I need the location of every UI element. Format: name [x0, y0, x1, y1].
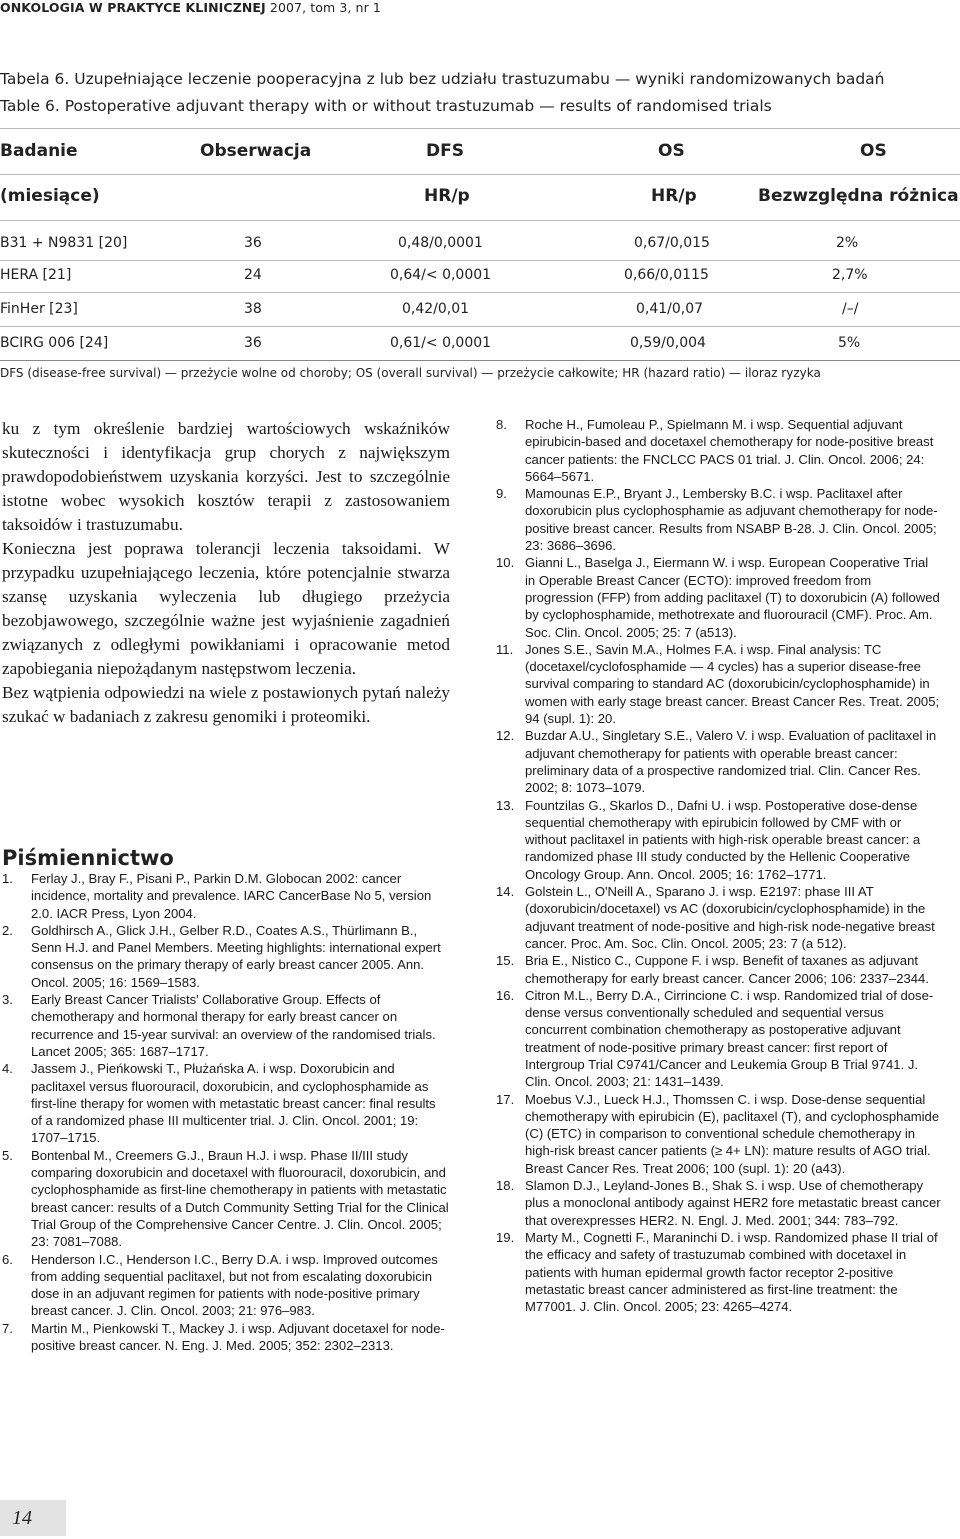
reference-item	[2, 991, 450, 1060]
journal-issue: 2007, tom 3, nr 1	[269, 0, 381, 15]
reference-number: 12.	[496, 728, 515, 744]
dfs-cell: 0,48/0,0001	[398, 235, 483, 251]
study-cell: HERA [21]	[0, 267, 72, 283]
table-rule	[0, 220, 960, 221]
header-cell: (miesiące)	[0, 186, 100, 206]
reference-item	[2, 1251, 450, 1320]
dfs-cell: 0,42/0,01	[402, 301, 470, 317]
dfs-cell: 0,64/< 0,0001	[390, 267, 492, 283]
header-cell: Bezwzględna różnica	[758, 186, 959, 206]
reference-number: 3.	[2, 992, 13, 1008]
reference-list-right	[496, 416, 942, 1315]
reference-number: 10.	[496, 555, 515, 571]
reference-item	[2, 870, 450, 922]
reference-item	[496, 727, 942, 796]
reference-number: 6.	[2, 1251, 13, 1267]
body-paragraph: Konieczna jest poprawa tolerancji leczenia taksoidami. W przypadku uzupełniającego leczenia, które potencjalnie stwarza szansę uzyskania wyleczenia lub długiego przeżycia bezobjawowego, szczególnie ważne jest wyjaśnienie zagadnień związanych z odległymi powikłaniami i opracowanie metod zapobiegania niepożądanym następstwom leczenia.	[2, 539, 450, 678]
table-row	[0, 335, 960, 357]
reference-item	[496, 485, 942, 554]
table-header-row-2	[0, 186, 960, 216]
reference-number: 7.	[2, 1320, 13, 1336]
reference-number: 4.	[2, 1061, 13, 1077]
page-number: 14	[0, 1500, 66, 1536]
reference-number: 2.	[2, 922, 13, 938]
reference-text: Goldhirsch A., Glick J.H., Gelber R.D., Coates A.S., Thürlimann B., Senn H.J. and Panel Members. Meeting highlights: international expert consensus on the primary therapy of early breast cancer 2005. Ann. Oncol. 2005; 16: 1569–1583.	[31, 922, 441, 990]
reference-item	[496, 987, 942, 1091]
table-caption-english: Table 6. Postoperative adjuvant therapy with or without trastuzumab — results of randomised trials	[0, 97, 772, 115]
reference-number: 13.	[496, 797, 515, 813]
study-cell: B31 + N9831 [20]	[0, 235, 128, 251]
table-rule	[0, 174, 960, 175]
reference-item	[496, 554, 942, 640]
header-cell: Obserwacja	[200, 141, 312, 161]
reference-number: 8.	[496, 417, 507, 432]
reference-text: Martin M., Pienkowski T., Mackey J. i wsp. Adjuvant docetaxel for node-positive breast cancer. N. Eng. J. Med. 2005; 352: 2302–2313.	[31, 1320, 445, 1354]
reference-item	[2, 1060, 450, 1146]
reference-number: 17.	[496, 1091, 515, 1107]
reference-number: 9.	[496, 486, 507, 502]
header-cell: OS	[658, 141, 685, 161]
reference-text: Citron M.L., Berry D.A., Cirrincione C. i wsp. Randomized trial of dose-dense versus conventionally scheduled and sequential versus concurrent combination chemotherapy as postoperative adjuvant treatment of node-positive primary breast cancer: first report of Intergroup Trial C9741/Cancer and Leukemia Group B Trial 9741. J. Clin. Oncol. 2003; 21: 1431–1439.	[525, 987, 934, 1090]
body-text-column	[2, 417, 450, 729]
reference-text: Bria E., Nistico C., Cuppone F. i wsp. Benefit of taxanes as adjuvant chemotherapy for early breast cancer. Cancer 2006; 106: 2337–2344.	[525, 953, 929, 986]
os-cell: 0,41/0,07	[636, 301, 704, 317]
reference-text: Buzdar A.U., Singletary S.E., Valero V. i wsp. Evaluation of paclitaxel in adjuvant chemotherapy for patients with operable breast cancer: preliminary data of a prospective randomized trial. Clin. Cancer Res. 2002; 8: 1073–1079.	[525, 728, 937, 796]
reference-number: 1.	[2, 871, 13, 886]
table-caption-polish: Tabela 6. Uzupełniające leczenie pooperacyjna z lub bez udziału trastuzumabu — wyniki randomizowanych badań	[0, 70, 885, 88]
reference-text: Bontenbal M., Creemers G.J., Braun H.J. i wsp. Phase II/III study comparing doxorubicin and docetaxel with fluorouracil, doxorubicin, and cyclophosphamide as first-line chemotherapy in patients with metastatic breast cancer: results of a Dutch Community Setting Trial for the Clinical Trial Group of the Comprehensive Cancer Centre. J. Clin. Oncol. 2005; 23: 7081–7088.	[31, 1147, 449, 1250]
body-paragraph: Bez wątpienia odpowiedzi na wiele z postawionych pytań należy szukać w badaniach z zakresu genomiki i proteomiki.	[2, 683, 450, 726]
reference-text: Henderson I.C., Henderson I.C., Berry D.A. i wsp. Improved outcomes from adding sequential paclitaxel, but not from escalating doxorubicin dose in an adjuvant regimen for patients with node-positive primary breast cancer. J. Clin. Oncol. 2003; 21: 976–983.	[31, 1251, 438, 1319]
os-cell: 0,66/0,0115	[624, 267, 709, 283]
followup-cell: 38	[244, 301, 262, 317]
os-difference-cell: /–/	[842, 301, 859, 317]
os-cell: 0,67/0,015	[634, 235, 710, 251]
table-footnote: DFS (disease-free survival) — przeżycie wolne od choroby; OS (overall survival) — przeżycie całkowite; HR (hazard ratio) — iloraz ryzyka	[0, 366, 821, 380]
os-cell: 0,59/0,004	[630, 335, 706, 351]
reference-text: Roche H., Fumoleau P., Spielmann M. i wsp. Sequential adjuvant epirubicin-based and docetaxel chemotherapy for node-positive breast cancer patients: the FNCLCC PACS 01 trial. J. Clin. Oncol. 2006; 24: 5664–5671.	[525, 417, 934, 484]
reference-item	[2, 922, 450, 991]
table-rule	[0, 292, 960, 293]
body-paragraph: ku z tym określenie bardziej wartościowych wskaźników skuteczności i identyfikacja grup chorych z największym prawdopodobieństwem uzyskania korzyści. Jest to szczególnie istotne wobec wysokich kosztów terapii z zastosowaniem taksoidów i trastuzumabu.	[2, 419, 450, 534]
table-bottom-rule	[0, 360, 960, 361]
header-cell: HR/p	[651, 186, 697, 206]
dfs-cell: 0,61/< 0,0001	[390, 335, 492, 351]
followup-cell: 36	[244, 235, 262, 251]
reference-number: 18.	[496, 1178, 515, 1194]
reference-text: Early Breast Cancer Trialists' Collaborative Group. Effects of chemotherapy and hormonal therapy for early breast cancer on recurrence and 15-year survival: an overview of the randomised trials. Lancet 2005; 365: 1687–1717.	[31, 992, 436, 1059]
reference-text: Gianni L., Baselga J., Eiermann W. i wsp. European Cooperative Trial in Operable Breast Cancer (ECTO): improved freedom from progression (FFP) from adding paclitaxel (T) to doxorubicin (A) followed by cyclophosphamide, methotrexate and fluorouracil (CMF). Proc. Am. Soc. Clin. Oncol. 2005; 25: 7 (a513).	[525, 555, 940, 640]
table-row	[0, 301, 960, 323]
header-cell: Badanie	[0, 141, 78, 161]
reference-item	[496, 1229, 942, 1315]
journal-title: ONKOLOGIA W PRAKTYCE KLINICZNEJ	[0, 0, 266, 15]
reference-number: 5.	[2, 1147, 13, 1163]
reference-item	[496, 883, 942, 952]
reference-item	[2, 1320, 450, 1355]
reference-text: Mamounas E.P., Bryant J., Lembersky B.C. i wsp. Paclitaxel after doxorubicin plus cyclophosphamie as adjuvant chemotherapy for node-positive breast cancer. Results from NSABP B-28. J. Clin. Oncol. 2005; 23: 3686–3696.	[525, 486, 938, 554]
reference-number: 15.	[496, 953, 515, 969]
followup-cell: 36	[244, 335, 262, 351]
table-rule	[0, 326, 960, 327]
reference-number: 19.	[496, 1229, 515, 1245]
reference-text: Jassem J., Pieńkowski T., Płużańska A. i wsp. Doxorubicin and paclitaxel versus fluorouracil, doxorubicin, and cyclophosphamide as first-line therapy for women with metastatic breast cancer: final results of a randomized phase III multicenter trial. J. Clin. Oncol. 2001; 19: 1707–1715.	[31, 1061, 436, 1146]
reference-text: Slamon D.J., Leyland-Jones B., Shak S. i wsp. Use of chemotherapy plus a monoclonal antibody against HER2 fore metastatic breast cancer that overexpresses HER2. N. Engl. J. Med. 2001; 344: 783–792.	[525, 1178, 941, 1228]
table-row	[0, 235, 960, 257]
table-top-rule	[0, 128, 960, 129]
reference-item	[496, 1177, 942, 1229]
study-cell: BCIRG 006 [24]	[0, 335, 109, 351]
table-header-row-1	[0, 141, 960, 171]
running-header	[0, 0, 381, 15]
reference-list-left	[2, 870, 450, 1354]
reference-item	[496, 416, 942, 485]
os-difference-cell: 2,7%	[832, 267, 868, 283]
reference-item	[496, 641, 942, 727]
reference-text: Marty M., Cognetti F., Maraninchi D. i wsp. Randomized phase II trial of the efficacy and safety of trastuzumab combined with docetaxel in patients with human epidermal growth factor receptor 2-positive metastatic breast cancer administered as first-line treatment: the M77001. J. Clin. Oncol. 2005; 23: 4265–4274.	[525, 1229, 938, 1315]
reference-text: Ferlay J., Bray F., Pisani P., Parkin D.M. Globocan 2002: cancer incidence, mortality and prevalence. IARC CancerBase No 5, version 2.0. IACR Press, Lyon 2004.	[31, 871, 432, 921]
followup-cell: 24	[244, 267, 262, 283]
reference-text: Fountzilas G., Skarlos D., Dafni U. i wsp. Postoperative dose-dense sequential chemotherapy with epirubicin followed by CMF with or without paclitaxel in patients with high-risk operable breast cancer: a randomized phase III study conducted by the Hellenic Cooperative Oncology Group. Ann. Oncol. 2005; 16: 1762–1771.	[525, 797, 921, 882]
header-cell: DFS	[426, 141, 464, 161]
reference-text: Jones S.E., Savin M.A., Holmes F.A. i wsp. Final analysis: TC (docetaxel/cyclofosphamide — 4 cycles) has a superior disease-free survival comparing to standard AC (doxorubicin/cyclophosphamide) in women with early stage breast cancer. Breast Cancer Res. Treat. 2005; 94 (supl. 1): 20.	[525, 641, 940, 727]
references-heading: Piśmiennictwo	[2, 846, 174, 870]
header-cell: OS	[860, 141, 887, 161]
table-row	[0, 267, 960, 289]
study-cell: FinHer [23]	[0, 301, 78, 317]
reference-number: 14.	[496, 884, 515, 900]
reference-item	[496, 1091, 942, 1177]
table-rule	[0, 260, 960, 261]
os-difference-cell: 2%	[836, 235, 859, 251]
reference-item	[496, 952, 942, 987]
reference-number: 16.	[496, 987, 515, 1003]
reference-text: Golstein L., O'Neill A., Sparano J. i wsp. E2197: phase III AT (doxorubicin/docetaxel) vs AC (doxorubicin/cyclophosphamide) in the adjuvant treatment of node-positive and high-risk node-negative breast cancer. Proc. Am. Soc. Clin. Oncol. 2005; 23: 7 (a 512).	[525, 884, 935, 951]
reference-number: 11.	[496, 641, 514, 657]
reference-item	[2, 1147, 450, 1251]
reference-item	[496, 797, 942, 883]
reference-text: Moebus V.J., Lueck H.J., Thomssen C. i wsp. Dose-dense sequential chemotherapy with epirubicin (E), paclitaxel (T), and cyclophosphamide (C) (ETC) in comparison to conventional schedule chemotherapy in high-risk breast cancer patients (≥ 4+ LN): mature results of AGO trial. Breast Cancer Res. Treat 2006; 100 (supl. 1): 20 (a43).	[525, 1091, 940, 1176]
header-cell: HR/p	[424, 186, 470, 206]
os-difference-cell: 5%	[838, 335, 861, 351]
